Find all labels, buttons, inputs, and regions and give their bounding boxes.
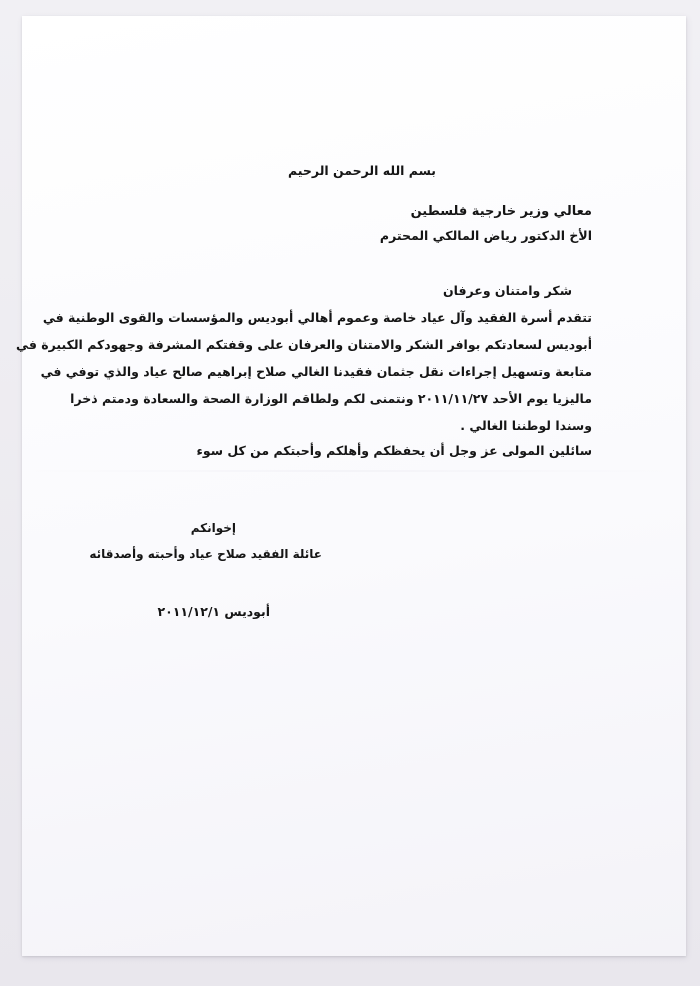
- paper-fold: [22, 470, 686, 472]
- letter-subject: شكر وامتنان وعرفان: [442, 283, 572, 298]
- body-line-5: وسندا لوطننا الغالي .: [460, 418, 592, 433]
- body-line-3: متابعة وتسهيل إجراءات نقل جثمان فقيدنا الغالي صلاح إبراهيم صالح عياد والذي توفي في: [40, 364, 592, 379]
- recipient-name: الأخ الدكتور رياض المالكي المحترم: [379, 228, 592, 243]
- body-line-4: ماليزيا يوم الأحد ٢٠١١/١١/٢٧ ونتمنى لكم ولطاقم الوزارة الصحة والسعادة ودمتم ذخرا: [70, 391, 592, 406]
- closing-salutation: إخوانكم: [190, 521, 236, 535]
- body-line-1: تتقدم أسرة الفقيد وآل عياد خاصة وعموم أهالي أبوديس والمؤسسات والقوى الوطنية في: [42, 310, 592, 325]
- place-and-date: أبوديس ٢٠١١/١٢/١: [157, 604, 270, 619]
- recipient-title: معالي وزير خارجية فلسطين: [410, 204, 592, 219]
- closing-signatory: عائلة الفقيد صلاح عياد وأحبته وأصدقائه: [89, 547, 322, 561]
- body-line-2: أبوديس لسعادتكم بوافر الشكر والامتنان والعرفان على وقفتكم المشرفة وجهودكم الكبيرة في: [16, 337, 592, 352]
- body-line-6: سائلين المولى عز وجل أن يحفظكم وأهلكم وأحبتكم من كل سوء: [196, 443, 592, 458]
- letter-paper: [16, 16, 686, 956]
- basmala-heading: بسم الله الرحمن الرحيم: [288, 163, 436, 178]
